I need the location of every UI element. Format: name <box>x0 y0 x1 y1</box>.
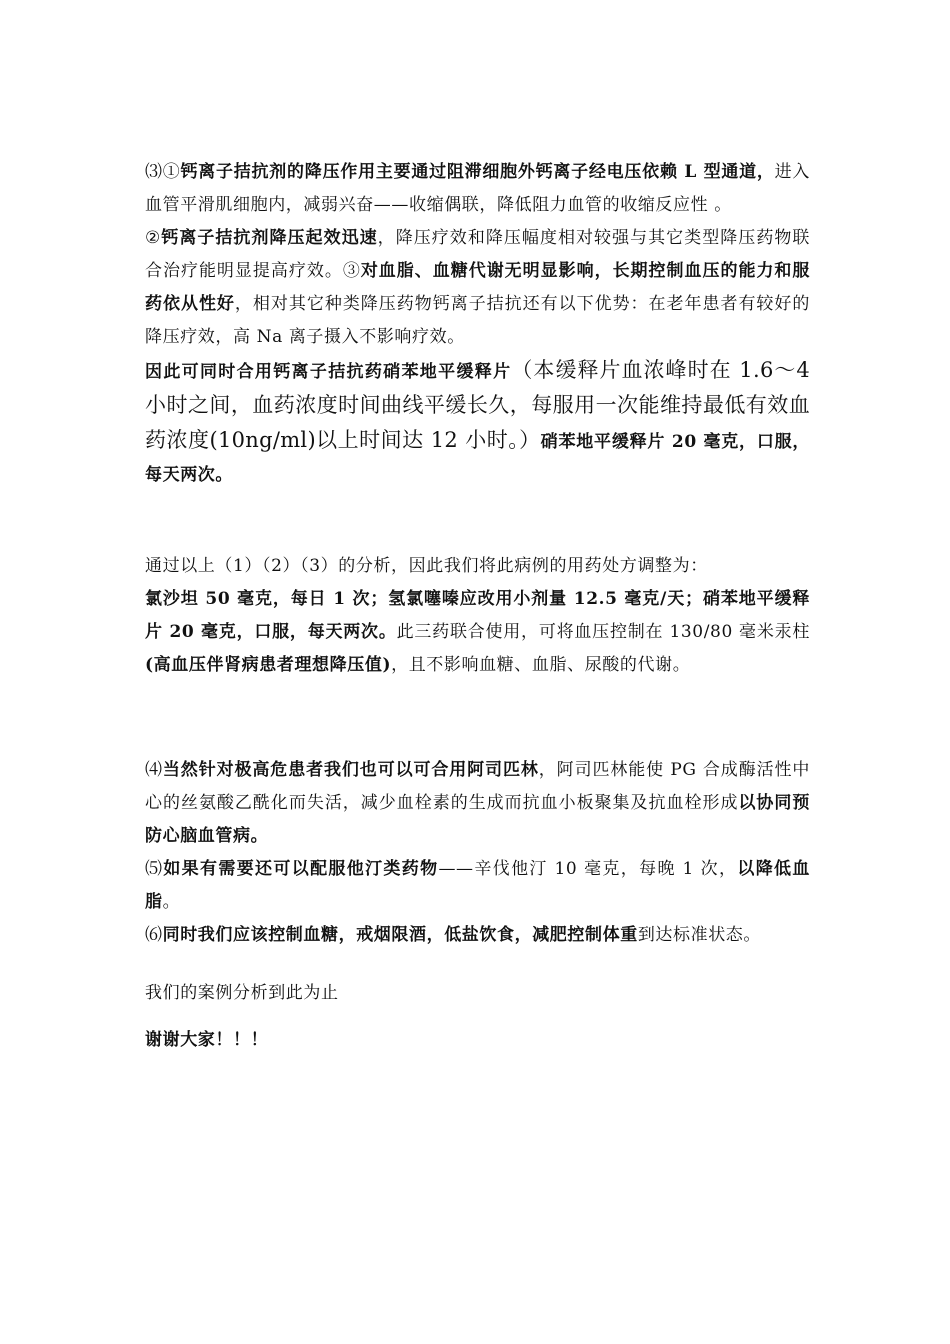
statin-text-2: 。 <box>162 892 181 912</box>
section5-paragraph <box>145 853 810 919</box>
ccb-mechanism-bold: 钙离子拮抗剂的降压作用主要通过阻滞细胞外钙离子经电压依赖 L 型通道， <box>180 162 775 182</box>
aspirin-bold: 当然针对极高危患者我们也可以可合用阿司匹林 <box>162 760 539 780</box>
spacer <box>145 492 810 550</box>
ccb-onset-bold: 钙离子拮抗剂降压起效迅速 <box>161 228 378 248</box>
spacer <box>145 1010 810 1024</box>
point2-label: ② <box>145 228 162 248</box>
thanks-bold: 谢谢大家！！！ <box>145 1030 269 1050</box>
prescription-text-2: ，且不影响血糖、血脂、尿酸的代谢。 <box>391 655 691 675</box>
lifestyle-bold: 同时我们应该控制血糖，戒烟限酒，低盐饮食，减肥控制体重 <box>162 925 638 945</box>
statin-text: ——辛伐他汀 10 毫克，每晚 1 次， <box>438 859 738 879</box>
prescription-text: 此三药联合使用，可将血压控制在 130/80 毫米汞柱 <box>396 622 810 642</box>
lifestyle-text: 到达标准状态。 <box>637 925 762 945</box>
section4-label: ⑷ <box>145 760 163 780</box>
nifedipine-pk-text: （本缓释片血浓峰时在 1.6～4 小时之间，血药浓度时间曲线平缓长久，每服用一次能维持最低有效血药浓度(10ng/ml)以上时间达 12 小时。） <box>145 358 811 452</box>
nifedipine-intro-bold: 因此可同时合用钙离子拮抗药硝苯地平缓释片 <box>145 362 512 382</box>
closing-line: 我们的案例分析到此为止 <box>145 983 339 1003</box>
document-page <box>145 156 810 1057</box>
ccb-onset-text: ，降压疗效和降压幅度相对较强与其它类型降压药物联合治疗能明显提高疗效。③ <box>145 228 811 281</box>
statin-bold-2: 以降低血脂 <box>145 859 810 912</box>
aspirin-text: ，阿司匹林能使 PG 合成酶活性中心的丝氨酸乙酰化而失活，减少血栓素的生成而抗血小板聚集及抗血栓形成 <box>145 760 810 813</box>
section3-paragraph2 <box>145 222 810 354</box>
section4-paragraph <box>145 754 810 853</box>
nifedipine-dose-bold: 硝苯地平缓释片 20 毫克，口服，每天两次。 <box>145 432 810 485</box>
section3-paragraph3 <box>145 354 810 492</box>
ccb-advantages-text: ，相对其它种类降压药物钙离子拮抗还有以下优势：在老年患者有较好的降压疗效，高 Na 离子摄入不影响疗效。 <box>145 294 811 347</box>
ccb-metabolism-bold: 对血脂、血糖代谢无明显影响，长期控制血压的能力和服药依从性好 <box>145 261 811 314</box>
section5-label: ⑸ <box>145 859 164 879</box>
summary-intro: 通过以上（1）（2）（3）的分析，因此我们将此病例的用药处方调整为： <box>145 556 708 576</box>
prescription-bold: 氯沙坦 50 毫克，每日 1 次；氢氯噻嗪应改用小剂量 12.5 毫克/天；硝苯地平缓释片 20 毫克，口服，每天两次。 <box>145 589 810 642</box>
section3-label: ⑶① <box>145 162 181 182</box>
spacer <box>145 952 810 977</box>
statin-bold: 如果有需要还可以配服他汀类药物 <box>163 859 439 879</box>
target-bp-bold: (高血压伴肾病患者理想降压值) <box>145 655 392 675</box>
section3-paragraph1 <box>145 156 810 222</box>
section6-paragraph <box>145 919 810 952</box>
spacer <box>145 682 810 754</box>
thanks-line <box>145 1024 810 1057</box>
section6-label: ⑹ <box>145 925 163 945</box>
prescription-paragraph <box>145 583 810 682</box>
aspirin-bold-2: 以协同预防心脑血管病。 <box>145 793 810 846</box>
ccb-mechanism-text: 进入血管平滑肌细胞内，减弱兴奋——收缩偶联，降低阻力血管的收缩反应性 。 <box>145 162 810 215</box>
